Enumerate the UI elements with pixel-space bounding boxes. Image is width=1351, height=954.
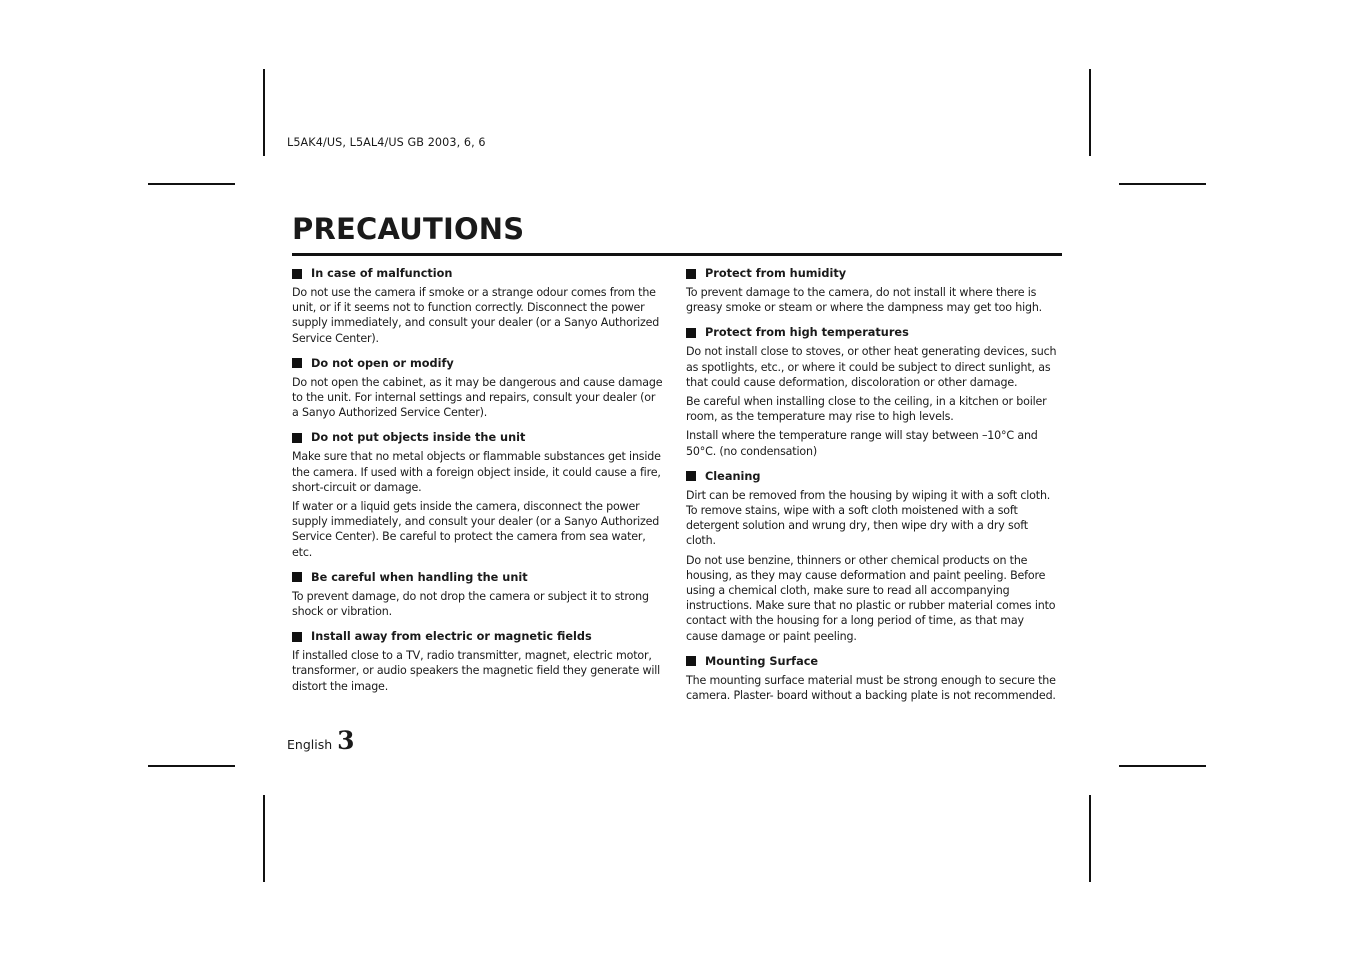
section-paragraph: If water or a liquid gets inside the camera, disconnect the power supply immediately, and consult your dealer (or a Sanyo Authorized Service Center). Be careful to protect the camera from sea water, etc. (292, 500, 660, 559)
precaution-section (292, 629, 664, 694)
section-paragraph: Do not use the camera if smoke or a strange odour comes from the unit, or if it seems not to function correctly. Disconnect the power supply immediately, and consult your dealer (or a Sanyo Authorized Service Center). (292, 286, 660, 345)
section-heading (686, 266, 1058, 281)
square-bullet-icon (292, 632, 302, 642)
section-heading-text: Be careful when handling the unit (311, 570, 528, 584)
square-bullet-icon (686, 269, 696, 279)
section-paragraph: Install where the temperature range will stay between –10°C and 50°C. (no condensation) (686, 429, 1038, 458)
section-paragraph: Do not use benzine, thinners or other chemical products on the housing, as they may cause deformation and paint peeling. Before using a chemical cloth, make sure to read all accompanying instructions. Make sure that no plastic or rubber material comes into contact with the housing for a long period of time, as that may cause damage or paint peeling. (686, 553, 1056, 643)
crop-mark-bottom-left-horizontal (148, 765, 235, 767)
crop-mark-top-left-horizontal (148, 183, 235, 185)
square-bullet-icon (686, 471, 696, 481)
section-paragraph: Make sure that no metal objects or flammable substances get inside the camera. If used with a foreign object inside, it could cause a fire, short-circuit or damage. (292, 450, 661, 494)
precaution-section (686, 325, 1058, 458)
section-paragraph: The mounting surface material must be strong enough to secure the camera. Plaster- board without a backing plate is not recommended. (686, 673, 1056, 703)
page-footer (287, 726, 355, 755)
section-heading (292, 266, 664, 281)
precaution-section (292, 570, 664, 619)
section-paragraph: To prevent damage, do not drop the camera or subject it to strong shock or vibration. (292, 589, 649, 619)
crop-mark-bottom-right-horizontal (1119, 765, 1206, 767)
crop-mark-bottom-left-vertical (263, 795, 265, 882)
crop-mark-top-right-vertical (1089, 69, 1091, 156)
section-heading-text: Install away from electric or magnetic fields (311, 630, 592, 644)
section-heading (292, 570, 664, 585)
section-heading (686, 469, 1058, 484)
page-number: 3 (337, 726, 355, 755)
section-paragraph: Do not open the cabinet, as it may be dangerous and cause damage to the unit. For internal settings and repairs, consult your dealer (or a Sanyo Authorized Service Center). (292, 375, 663, 420)
precaution-section (686, 654, 1058, 703)
right-column (686, 266, 1058, 713)
section-heading (686, 325, 1058, 340)
section-paragraph: Be careful when installing close to the ceiling, in a kitchen or boiler room, as the temperature may rise to high levels. (686, 395, 1047, 424)
section-heading-text: Protect from humidity (705, 267, 847, 280)
precaution-section (686, 266, 1058, 315)
left-column (292, 266, 664, 704)
square-bullet-icon (292, 269, 302, 279)
section-paragraph: Do not install close to stoves, or other heat generating devices, such as spotlights, etc., or where it could be subject to direct sunlight, as that could cause deformation, discoloration or other damage. (686, 345, 1057, 389)
section-heading-text: Do not open or modify (311, 356, 454, 370)
section-paragraph: To prevent damage to the camera, do not install it where there is greasy smoke or steam or where the dampness may get too high. (686, 286, 1043, 315)
section-paragraph: Dirt can be removed from the housing by wiping it with a soft cloth. To remove stains, wipe with a soft cloth moistened with a soft detergent solution and wrung dry, then wipe dry with a dry soft cloth. (686, 488, 1051, 548)
section-heading-text: Cleaning (705, 469, 761, 483)
footer-language: English (287, 737, 333, 752)
precaution-section (292, 356, 664, 421)
crop-mark-top-left-vertical (263, 69, 265, 156)
section-heading-text: In case of malfunction (311, 267, 453, 280)
square-bullet-icon (686, 328, 696, 338)
section-heading (292, 356, 664, 371)
precaution-section (686, 469, 1058, 644)
precaution-section (292, 430, 664, 559)
crop-mark-top-right-horizontal (1119, 183, 1206, 185)
title-rule (292, 253, 1062, 256)
section-heading (292, 430, 664, 445)
document-code: L5AK4/US, L5AL4/US GB 2003, 6, 6 (287, 136, 486, 149)
section-heading-text: Mounting Surface (705, 654, 819, 668)
square-bullet-icon (292, 572, 302, 582)
section-heading-text: Protect from high temperatures (705, 326, 909, 340)
precaution-section (292, 266, 664, 346)
section-paragraph: If installed close to a TV, radio transmitter, magnet, electric motor, transformer, or audio speakers the magnetic field they generate will distort the image. (292, 649, 661, 693)
section-heading (292, 629, 664, 644)
square-bullet-icon (292, 358, 302, 368)
square-bullet-icon (292, 433, 302, 443)
square-bullet-icon (686, 656, 696, 666)
section-heading-text: Do not put objects inside the unit (311, 431, 526, 445)
page-title: PRECAUTIONS (292, 212, 525, 246)
crop-mark-bottom-right-vertical (1089, 795, 1091, 882)
section-heading (686, 654, 1058, 669)
